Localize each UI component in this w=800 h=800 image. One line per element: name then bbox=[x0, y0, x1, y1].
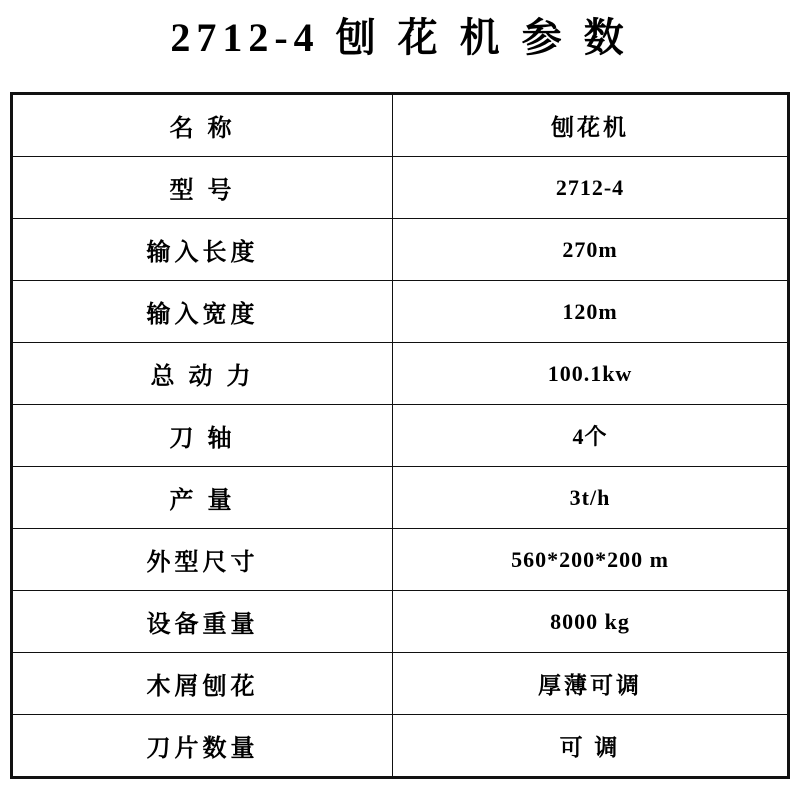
spec-label: 型 号 bbox=[13, 157, 393, 219]
table-row bbox=[13, 281, 788, 343]
spec-value: 560*200*200 m bbox=[393, 529, 788, 591]
table-row bbox=[13, 467, 788, 529]
table-row bbox=[13, 219, 788, 281]
spec-value: 3t/h bbox=[393, 467, 788, 529]
spec-value: 120m bbox=[393, 281, 788, 343]
spec-value: 厚薄可调 bbox=[393, 653, 788, 715]
spec-label: 名 称 bbox=[13, 95, 393, 157]
spec-label: 外型尺寸 bbox=[13, 529, 393, 591]
table-row bbox=[13, 591, 788, 653]
spec-label: 总 动 力 bbox=[13, 343, 393, 405]
spec-value: 270m bbox=[393, 219, 788, 281]
table-row bbox=[13, 95, 788, 157]
spec-label: 木屑刨花 bbox=[13, 653, 393, 715]
spec-label: 设备重量 bbox=[13, 591, 393, 653]
spec-value: 2712-4 bbox=[393, 157, 788, 219]
table-row bbox=[13, 343, 788, 405]
table-row bbox=[13, 157, 788, 219]
spec-label: 产 量 bbox=[13, 467, 393, 529]
spec-value: 可 调 bbox=[393, 715, 788, 777]
table-row bbox=[13, 715, 788, 777]
spec-label: 刀片数量 bbox=[13, 715, 393, 777]
page-title: 2712-4 刨 花 机 参 数 bbox=[170, 15, 630, 60]
spec-table bbox=[12, 94, 788, 777]
spec-label: 刀 轴 bbox=[13, 405, 393, 467]
table-row bbox=[13, 405, 788, 467]
spec-table-container bbox=[10, 92, 790, 779]
spec-value: 4个 bbox=[393, 405, 788, 467]
spec-value: 100.1kw bbox=[393, 343, 788, 405]
spec-label: 输入宽度 bbox=[13, 281, 393, 343]
table-row bbox=[13, 653, 788, 715]
spec-value: 8000 kg bbox=[393, 591, 788, 653]
spec-label: 输入长度 bbox=[13, 219, 393, 281]
spec-table-body bbox=[13, 95, 788, 777]
table-row bbox=[13, 529, 788, 591]
spec-value: 刨花机 bbox=[393, 95, 788, 157]
